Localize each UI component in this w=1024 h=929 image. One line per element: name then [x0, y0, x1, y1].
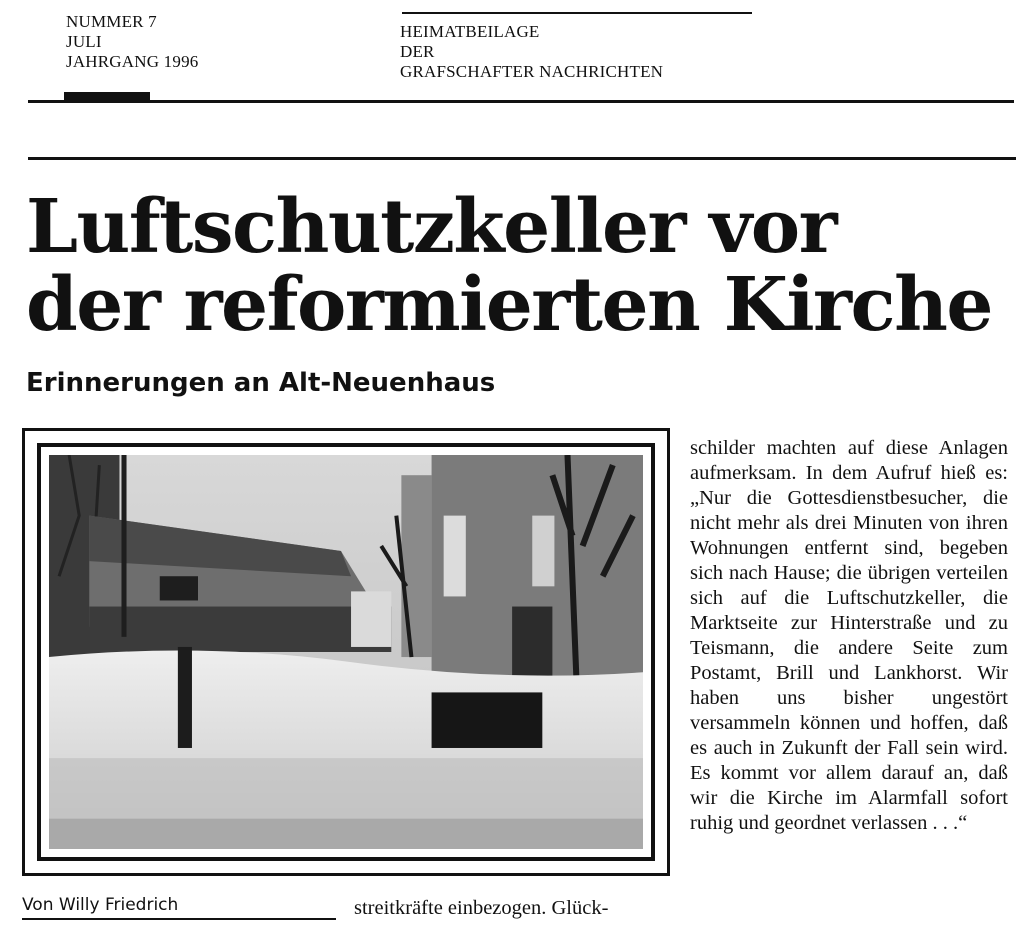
byline-rule — [22, 918, 336, 920]
article-headline — [26, 184, 992, 348]
masthead-top-rule — [402, 12, 752, 14]
issue-number: NUMMER 7 — [66, 12, 157, 31]
supplement-connector: DER — [400, 42, 435, 61]
headline-top-rule — [28, 157, 1016, 160]
article-column-right — [690, 436, 1008, 836]
publication-info — [400, 22, 663, 82]
article-paragraph: schilder machten auf diese Anlagen aufmerksam. In dem Aufruf hieß es: „Nur die Gottesdienstbesucher, die nicht mehr als drei Minuten von ihren Wohnungen entfernt sind, begeben sich nach Hause; die übrigen verteilen sich auf die Luftschutzkeller, die Marktseite zur Hinterstraße und zu Teismann, die andere Seite zum Postamt, Brill und Lankhorst. Wir haben uns bisher ungestört versammeln können und hoffen, daß es auch in Zukunft der Fall sein wird. Es kommt vor allem darauf an, daß wir die Kirche im Alarmfall sofort ruhig und geordnet verlassen . . .“ — [690, 437, 1008, 834]
masthead-thick-rule — [64, 92, 150, 100]
headline-line-1: Luftschutzkeller vor — [26, 184, 837, 270]
article-photo — [49, 455, 643, 849]
middle-column-text: streitkräfte einbezogen. Glück- — [354, 897, 609, 919]
winter-church-photo — [49, 455, 643, 849]
issue-info — [66, 12, 198, 72]
issue-month: JULI — [66, 32, 102, 51]
issue-year: JAHRGANG 1996 — [66, 52, 199, 71]
photo-inner-border — [37, 443, 655, 861]
newspaper-name: GRAFSCHAFTER NACHRICHTEN — [400, 62, 664, 81]
article-subheadline: Erinnerungen an Alt-Neuenhaus — [26, 368, 496, 398]
headline-line-2: der reformierten Kirche — [26, 262, 992, 348]
supplement-label: HEIMATBEILAGE — [400, 22, 540, 41]
article-byline: Von Willy Friedrich — [22, 895, 179, 915]
masthead-bottom-rule — [28, 100, 1014, 103]
article-photo-frame — [22, 428, 670, 876]
